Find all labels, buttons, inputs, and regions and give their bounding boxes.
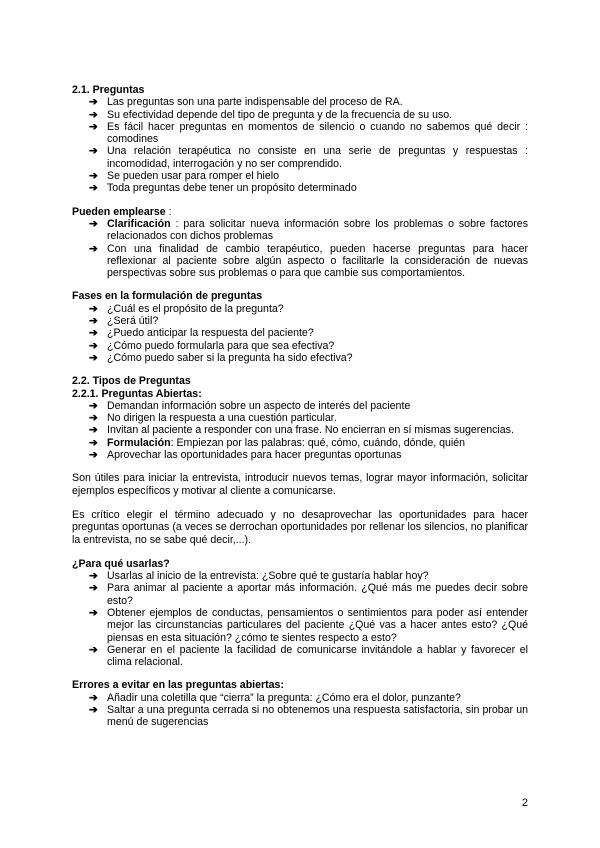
- document-page: [72, 84, 528, 740]
- arrow-icon: ➔: [89, 582, 98, 595]
- bullet-list: [72, 692, 528, 729]
- arrow-icon: ➔: [89, 412, 98, 425]
- arrow-icon: ➔: [89, 606, 98, 619]
- list-item: ➔ ¿Cómo puedo saber si la pregunta ha sido efectiva?: [89, 351, 353, 364]
- list-item: ➔ ¿Cómo puedo formularla para que sea efectiva?: [89, 339, 335, 352]
- section-errores: [72, 679, 528, 728]
- list-item: ➔ Aprovechar las oportunidades para hacer preguntas oportunas: [89, 449, 402, 462]
- section-title: 2.1. Preguntas: [72, 84, 145, 96]
- arrow-icon: ➔: [89, 217, 98, 230]
- subsection-title: 2.2.1. Preguntas Abiertas:: [72, 387, 202, 400]
- list-item: ➔ No dirigen la respuesta a una cuestión particular.: [89, 412, 337, 425]
- section-title: 2.2. Tipos de Preguntas: [72, 375, 191, 388]
- section-tipos: [72, 375, 528, 461]
- list-item: ➔ Generar en el paciente la facilidad de comunicarse invitándole a hablar y favorecer el clima relacional.: [89, 643, 528, 669]
- list-item: ➔ Demandan información sobre un aspecto de interés del paciente: [89, 399, 411, 412]
- paragraph: Son útiles para iniciar la entrevista, introducir nuevos temas, lograr mayor información, solicitar ejemplos específicos y motivar al cliente a comunicarse.: [72, 472, 528, 497]
- section-title: Pueden emplearse :: [72, 205, 172, 218]
- arrow-icon: ➔: [89, 96, 98, 109]
- arrow-icon: ➔: [89, 351, 98, 364]
- list-item: ➔ Saltar a una pregunta cerrada si no obtenemos una respuesta satisfactoria, sin probar un menú de sugerencias: [89, 704, 528, 729]
- list-item: ➔ Toda preguntas debe tener un propósito determinado: [89, 182, 357, 195]
- paragraph: Es crítico elegir el término adecuado y no desaprovechar las oportunidades para hacer preguntas oportunas (a veces se derrochan oportunidades por rellenar los silencios, no planificar la entrevista, no se sabe qué decir,...).: [72, 508, 528, 546]
- arrow-icon: ➔: [89, 449, 98, 462]
- section-fases: [72, 290, 528, 364]
- list-item: ➔ Una relación terapéutica no consiste en una serie de preguntas y respuestas : incomodidad, interrogación y no ser comprendido.: [89, 145, 528, 170]
- arrow-icon: ➔: [89, 339, 98, 352]
- list-item: ➔ Es fácil hacer preguntas en momentos de silencio o cuando no sabemos qué decir : comodines: [89, 120, 528, 146]
- list-item: ➔ ¿Puedo anticipar la respuesta del paciente?: [89, 327, 314, 340]
- list-item: ➔ ¿Cuál es el propósito de la pregunta?: [89, 302, 284, 315]
- list-item: ➔ Obtener ejemplos de conductas, pensamientos o sentimientos para poder así entender mejor las circunstancias particulares del paciente ¿Qué vas a hacer antes esto? ¿Qué piensas en esta situación? ¿cómo te sientes respecto a esto?: [89, 606, 528, 644]
- page-number: 2: [521, 797, 528, 809]
- section-title: ¿Para qué usarlas?: [72, 557, 170, 570]
- arrow-icon: ➔: [89, 436, 98, 449]
- arrow-icon: ➔: [89, 108, 98, 121]
- arrow-icon: ➔: [89, 242, 98, 255]
- arrow-icon: ➔: [89, 399, 98, 412]
- list-item: ➔ ¿Será útil?: [89, 315, 159, 328]
- bullet-list: [72, 400, 528, 461]
- arrow-icon: ➔: [89, 691, 98, 704]
- arrow-icon: ➔: [89, 120, 98, 133]
- bullet-list: [72, 218, 528, 279]
- arrow-icon: ➔: [89, 704, 98, 717]
- arrow-icon: ➔: [89, 145, 98, 158]
- section-preguntas: [72, 84, 528, 195]
- list-item: ➔ Invitan al paciente a responder con una frase. No encierran en sí mismas sugerencias.: [89, 424, 514, 437]
- arrow-icon: ➔: [89, 327, 98, 340]
- arrow-icon: ➔: [89, 182, 98, 195]
- list-item: ➔ Con una finalidad de cambio terapéutico, pueden hacerse preguntas para hacer reflexionar al paciente sobre algún aspecto o facilitarle la consideración de nuevas perspectivas sobre sus problemas o para que cambie sus comportamientos.: [89, 242, 528, 280]
- bullet-list: [72, 303, 528, 364]
- arrow-icon: ➔: [89, 570, 98, 583]
- list-item: ➔ Formulación: Empiezan por las palabras: qué, cómo, cuándo, dónde, quién: [89, 436, 466, 449]
- section-pueden-emplearse: [72, 206, 528, 280]
- section-title: Errores a evitar en las preguntas abiertas:: [72, 679, 284, 692]
- list-item: ➔ Las preguntas son una parte indispensable del proceso de RA.: [89, 96, 403, 109]
- list-item: ➔ Para animar al paciente a aportar más información. ¿Qué más me puedes decir sobre esto?: [89, 582, 528, 607]
- list-item: ➔ Su efectividad depende del tipo de pregunta y de la frecuencia de su uso.: [89, 108, 453, 121]
- list-item: ➔ Añadir una coletilla que “cierra” la pregunta: ¿Cómo era el dolor, punzante?: [89, 691, 461, 704]
- section-para-que: [72, 558, 528, 669]
- list-item: ➔ Se pueden usar para romper el hielo: [89, 170, 279, 183]
- list-item: ➔ Clarificación : para solicitar nueva información sobre los problemas o sobre factores relacionados con dichos problemas: [89, 217, 528, 243]
- bullet-list: [72, 96, 528, 194]
- arrow-icon: ➔: [89, 643, 98, 656]
- bullet-list: [72, 570, 528, 668]
- arrow-icon: ➔: [89, 424, 98, 437]
- arrow-icon: ➔: [89, 315, 98, 328]
- section-title: Fases en la formulación de preguntas: [72, 290, 263, 303]
- arrow-icon: ➔: [89, 170, 98, 183]
- list-item: ➔ Usarlas al inicio de la entrevista: ¿Sobre qué te gustaría hablar hoy?: [89, 570, 429, 583]
- arrow-icon: ➔: [89, 302, 98, 315]
